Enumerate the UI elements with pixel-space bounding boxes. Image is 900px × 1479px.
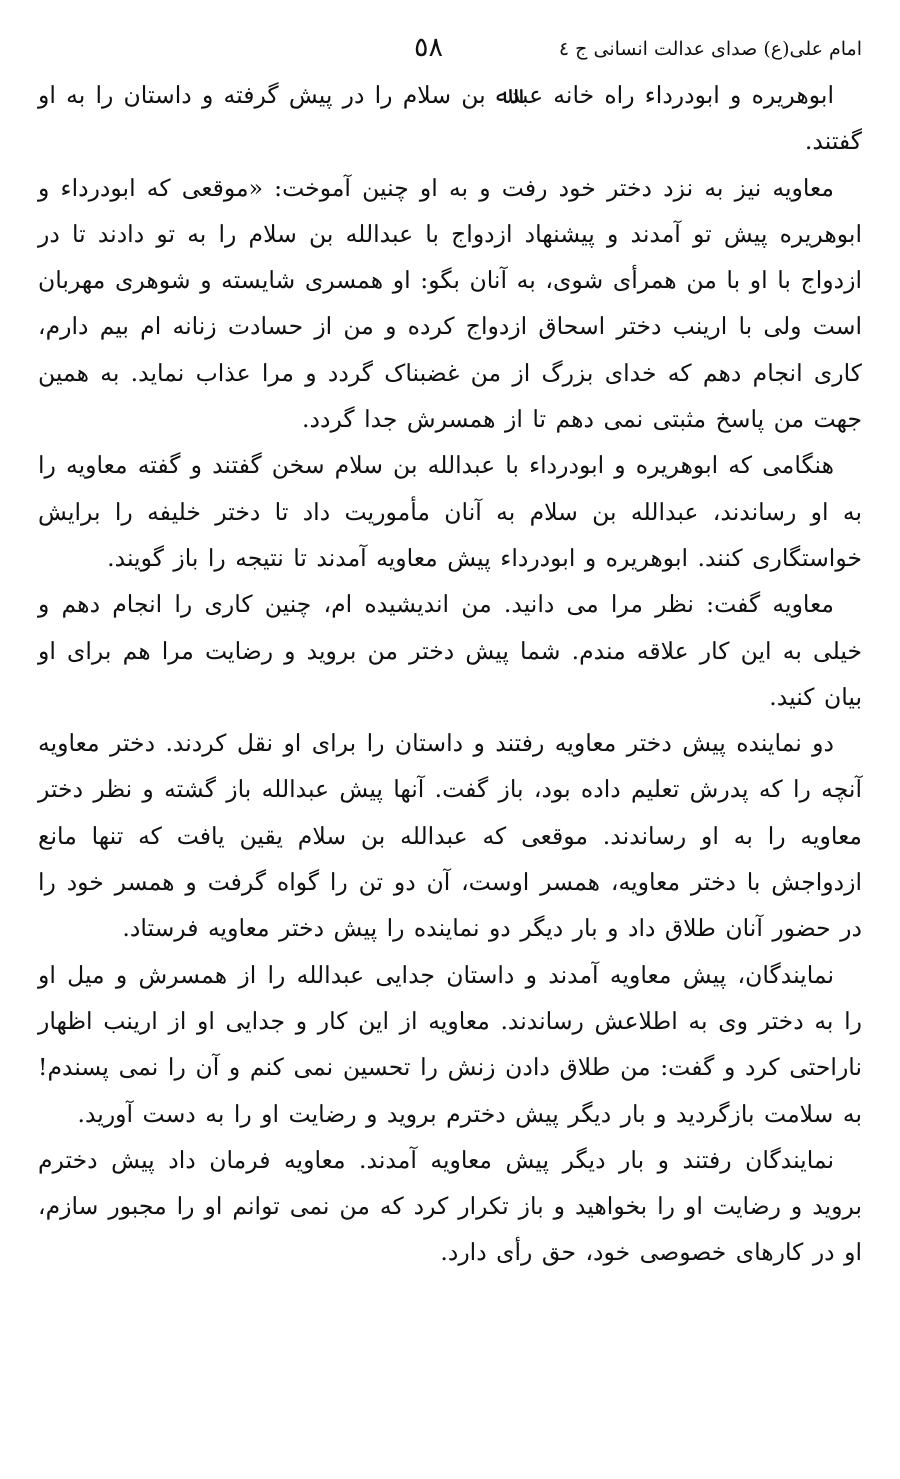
page-body xyxy=(38,72,862,1276)
paragraph-3: هنگامی که ابوهریره و ابودرداء با عبدالله بن سلام سخن گفتند و گفته معاویه را به او رساندند، عبدالله بن سلام به آنان مأموریت داد تا دختر خلیفه را برایش خواستگاری کنند. ابوهریره و ابودرداء پیش معاویه آمدند تا نتیجه را باز گویند. xyxy=(38,451,862,572)
paragraph-1: ابوهریره و ابودرداء راه خانه عبدﷲ بن سلام را در پیش گرفته و داستان را به او گفتند. xyxy=(38,81,862,156)
book-title: امام علی(ع) صدای عدالت انسانی ج ٤ xyxy=(558,38,862,60)
paragraph-2: معاویه نیز به نزد دختر خود رفت و به او چنین آموخت: «موقعی که ابودرداء و ابوهریره پیش تو آمدند و پیشنهاد ازدواج با عبدالله بن سلام را به تو دادند تا در ازدواج با او با من همرأی شوی، به آنان بگو: او همسری شایسته و شوهری مهربان است ولی با ارینب دختر اسحاق ازدواج کرده و من از حسادت زنانه ام بیم دارم، کاری انجام دهم که خدای بزرگ از من غضبناک گردد و مرا عذاب نماید. به همین جهت من پاسخ مثبتی نمی دهم تا از همسرش جدا گردد. xyxy=(38,173,862,434)
paragraph-4: معاویه گفت: نظر مرا می دانید. من اندیشیده ام، چنین کاری را انجام دهم و خیلی به این کار علاقه مندم. شما پیش دختر من بروید و رضایت مرا هم برای او بیان کنید. xyxy=(38,590,862,711)
page-number: ٥٨ xyxy=(414,32,444,63)
paragraph-7: نمایندگان رفتند و بار دیگر پیش معاویه آمدند. معاویه فرمان داد پیش دخترم بروید و رضایت او را بخواهید و باز تکرار کرد که من نمی توانم او را مجبور سازم، او در کارهای خصوصی خود، حق رأی دارد. xyxy=(38,1145,862,1267)
paragraph-6: نمایندگان، پیش معاویه آمدند و داستان جدایی عبدالله را از همسرش و میل او را به دختر وی به اطلاعش رساندند. معاویه از این کار و جدایی او از ارینب اظهار ناراحتی کرد و گفت: من طلاق دادن زنش را تحسین نمی کنم و آن را نمی پسندم! به سلامت بازگردید و بار دیگر پیش دخترم بروید و رضایت او را به دست آورید. xyxy=(38,960,862,1128)
document-page xyxy=(38,28,862,1276)
paragraph-5: دو نماینده پیش دختر معاویه رفتند و داستان را برای او نقل کردند. دختر معاویه آنچه را که پدرش تعلیم داده بود، باز گفت. آنها پیش عبدالله باز گشته و نظر دختر معاویه را به او رساندند. موقعی که عبدالله بن سلام یقین یافت که تنها مانع ازدواجش با دختر معاویه، همسر اوست، آن دو تن را گواه گرفت و همسر خود را در حضور آنان طلاق داد و بار دیگر دو نماینده را پیش دختر معاویه فرستاد. xyxy=(38,729,862,943)
page-header xyxy=(38,28,862,68)
